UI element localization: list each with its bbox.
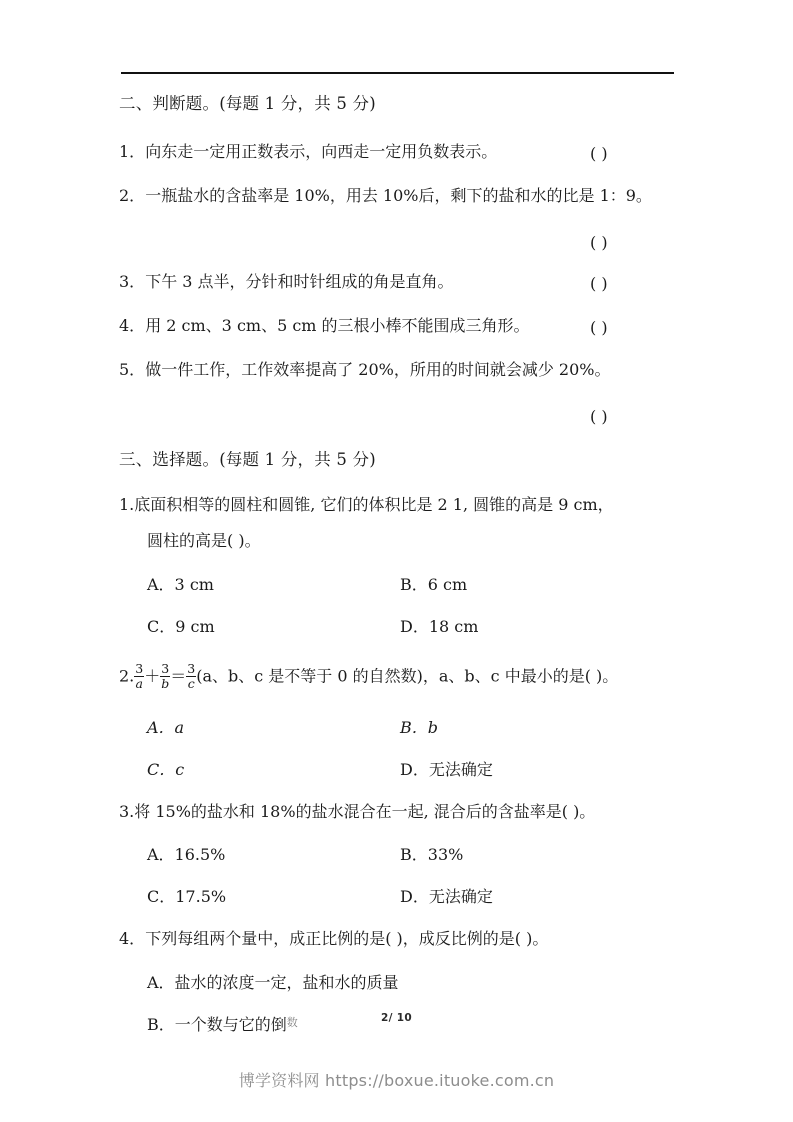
choice-item-1-line1: [119, 497, 614, 513]
choice-item-2-number: 2.: [119, 666, 135, 686]
choice-item-1-option-d[interactable]: D．18 cm: [400, 617, 479, 636]
site-watermark: 博学资料网 https://boxue.ituoke.com.cn: [238, 1071, 555, 1090]
choice-item-1-text-line2: 圆柱的高是( )。: [147, 531, 261, 550]
choice-item-4-number: 4．: [119, 929, 146, 948]
choice-item-3-option-a[interactable]: A．16.5%: [147, 845, 226, 864]
choice-item-4-text: 下列每组两个量中，成正比例的是( )，成反比例的是( )。: [145, 929, 549, 948]
choice-item-1-number: 1.: [119, 495, 135, 514]
fraction-three-over-c: [186, 662, 196, 690]
choice-item-2-option-a[interactable]: A．a: [147, 718, 185, 737]
judgement-item-5-text: 做一件工作，工作效率提高了 20%，所用的时间就会减少 20%。: [145, 360, 611, 379]
fraction-three-over-b: [160, 662, 170, 690]
choice-item-2-option-d[interactable]: D．无法确定: [400, 760, 493, 779]
judgement-item-4-number: 4．: [119, 316, 146, 335]
choice-item-4-option-b-text: B．一个数与它的倒: [147, 1015, 287, 1034]
judgement-item-2-number: 2．: [119, 186, 146, 205]
choice-item-2-option-c[interactable]: C．c: [147, 760, 185, 779]
judgement-item-1-number: 1．: [119, 142, 146, 161]
page-number: 2/ 10: [381, 1012, 412, 1024]
choice-item-3-text: 将 15%的盐水和 18%的盐水混合在一起, 混合后的含盐率是( )。: [134, 802, 596, 821]
judgement-item-5: [119, 362, 611, 378]
judgement-item-3: [119, 274, 454, 290]
section-heading-choice: 三、选择题。(每题 1 分，共 5 分): [119, 450, 376, 469]
choice-item-1-text-line1: 底面积相等的圆柱和圆锥, 它们的体积比是 2 1, 圆锥的高是 9 cm，: [134, 495, 614, 514]
judgement-item-3-text: 下午 3 点半，分针和时针组成的角是直角。: [145, 272, 454, 291]
fraction-numerator: 3: [135, 661, 144, 676]
header-rule: [121, 72, 674, 74]
choice-item-1-option-b[interactable]: B．6 cm: [400, 575, 468, 594]
judgement-item-1-text: 向东走一定用正数表示，向西走一定用负数表示。: [145, 142, 498, 161]
judgement-item-4-text: 用 2 cm、3 cm、5 cm 的三根小棒不能围成三角形。: [145, 316, 530, 335]
judgement-item-2: [119, 188, 652, 204]
choice-item-2-option-b[interactable]: B．b: [400, 718, 439, 737]
judgement-item-3-number: 3．: [119, 272, 146, 291]
judgement-item-2-answer-slot[interactable]: ( ): [590, 233, 608, 252]
choice-item-3-option-d[interactable]: D．无法确定: [400, 887, 493, 906]
choice-item-3-option-c[interactable]: C．17.5%: [147, 887, 227, 906]
choice-item-1-option-c[interactable]: C．9 cm: [147, 617, 215, 636]
choice-item-2-line: [119, 663, 618, 691]
fraction-denominator: c: [187, 675, 195, 691]
choice-item-4-option-a[interactable]: A．盐水的浓度一定，盐和水的质量: [147, 973, 399, 992]
judgement-item-1-answer-slot[interactable]: ( ): [590, 144, 608, 163]
judgement-item-1: [119, 144, 497, 160]
fraction-denominator: b: [161, 675, 170, 691]
choice-item-2-text-tail: (a、b、c 是不等于 0 的自然数)，a、b、c 中最小的是( )。: [196, 666, 619, 686]
choice-item-4-line: [119, 931, 548, 947]
choice-item-1-option-a[interactable]: A．3 cm: [147, 575, 214, 594]
choice-item-4-option-b-clipped: 数: [286, 1016, 298, 1029]
choice-item-3-option-b[interactable]: B．33%: [400, 845, 464, 864]
judgement-item-5-number: 5．: [119, 360, 146, 379]
plus-operator: ＋: [144, 666, 161, 686]
fraction-three-over-a: [134, 662, 144, 690]
fraction-numerator: 3: [161, 661, 170, 676]
judgement-item-5-answer-slot[interactable]: ( ): [590, 407, 608, 426]
judgement-item-3-answer-slot[interactable]: ( ): [590, 274, 608, 293]
section-heading-judgement: 二、判断题。(每题 1 分，共 5 分): [119, 94, 376, 113]
judgement-item-4-answer-slot[interactable]: ( ): [590, 318, 608, 337]
choice-item-3-line: [119, 804, 595, 820]
fraction-numerator: 3: [187, 661, 196, 676]
choice-item-1-line2[interactable]: [147, 533, 261, 549]
judgement-item-2-text: 一瓶盐水的含盐率是 10%，用去 10%后，剩下的盐和水的比是 1：9。: [145, 186, 652, 205]
equals-operator: ＝: [170, 666, 187, 686]
judgement-item-4: [119, 318, 530, 334]
choice-item-3-number: 3.: [119, 802, 135, 821]
fraction-denominator: a: [135, 675, 143, 691]
